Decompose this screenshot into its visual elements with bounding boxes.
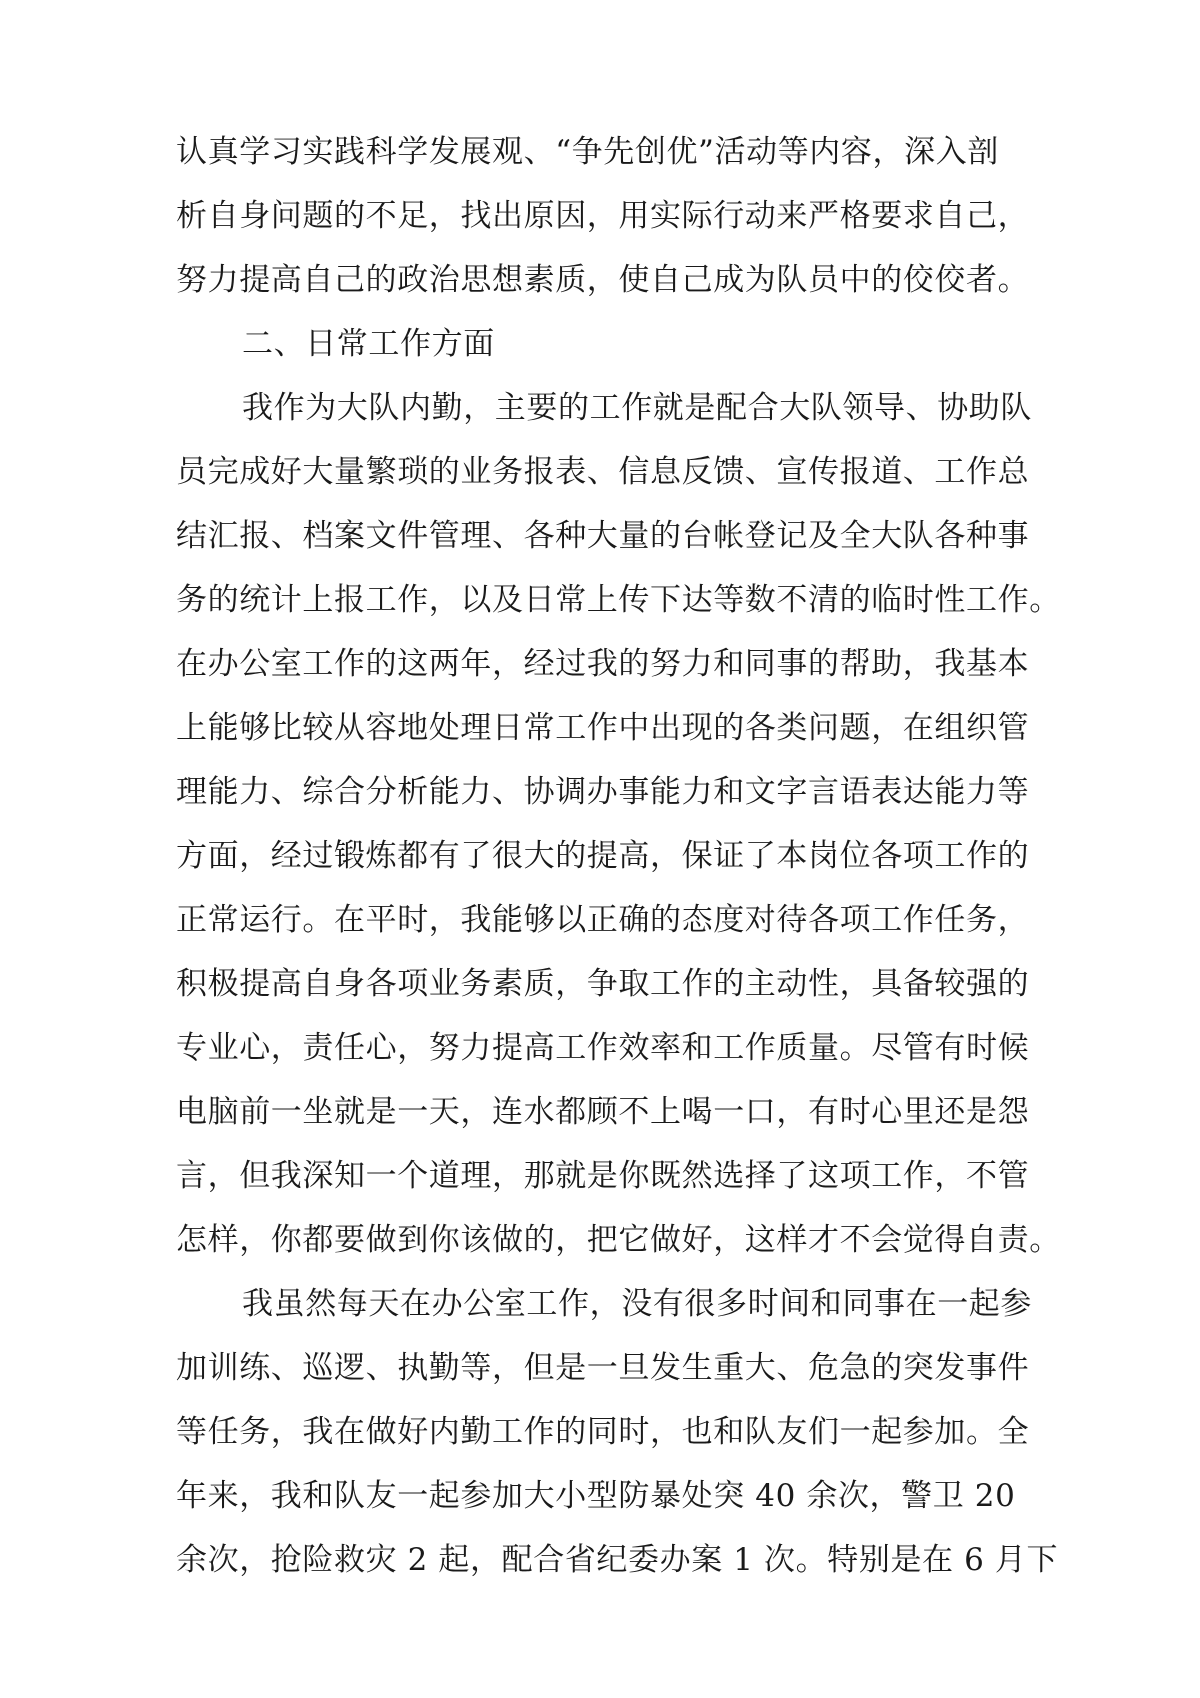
text-line-20: 加训练、巡逻、执勤等，但是一旦发生重大、危急的突发事件 — [176, 1350, 1030, 1386]
text-line-14: 积极提高自身各项业务素质，争取工作的主动性，具备较强的 — [176, 966, 1030, 1002]
text-line-7: 结汇报、档案文件管理、各种大量的台帐登记及全大队各种事 — [176, 518, 1030, 554]
text-line-9: 在办公室工作的这两年，经过我的努力和同事的帮助，我基本 — [176, 646, 1030, 682]
text-line-11: 理能力、综合分析能力、协调办事能力和文字言语表达能力等 — [176, 774, 1030, 810]
text-line-6: 员完成好大量繁琐的业务报表、信息反馈、宣传报道、工作总 — [176, 454, 1030, 490]
text-line-22: 年来，我和队友一起参加大小型防暴处突 40 余次，警卫 20 — [176, 1478, 1016, 1514]
text-line-15: 专业心，责任心，努力提高工作效率和工作质量。尽管有时候 — [176, 1030, 1030, 1066]
text-line-1: 认真学习实践科学发展观、“争先创优”活动等内容，深入剖 — [176, 134, 999, 170]
section-heading: 二、日常工作方面 — [242, 326, 495, 362]
document-body — [176, 120, 1061, 1592]
text-line-5: 我作为大队内勤，主要的工作就是配合大队领导、协助队 — [242, 390, 1032, 426]
text-line-23: 余次，抢险救灾 2 起，配合省纪委办案 1 次。特别是在 6 月下 — [176, 1542, 1059, 1578]
text-line-18: 怎样，你都要做到你该做的，把它做好，这样才不会觉得自责。 — [176, 1222, 1061, 1258]
text-line-10: 上能够比较从容地处理日常工作中出现的各类问题，在组织管 — [176, 710, 1030, 746]
text-line-21: 等任务，我在做好内勤工作的同时，也和队友们一起参加。全 — [176, 1414, 1030, 1450]
text-line-8: 务的统计上报工作，以及日常上传下达等数不清的临时性工作。 — [176, 582, 1061, 618]
text-line-3: 努力提高自己的政治思想素质，使自己成为队员中的佼佼者。 — [176, 262, 1030, 298]
text-line-16: 电脑前一坐就是一天，连水都顾不上喝一口，有时心里还是怨 — [176, 1094, 1030, 1130]
text-line-19: 我虽然每天在办公室工作，没有很多时间和同事在一起参 — [242, 1286, 1032, 1322]
text-line-2: 析自身问题的不足，找出原因，用实际行动来严格要求自己， — [176, 198, 1030, 234]
text-line-13: 正常运行。在平时，我能够以正确的态度对待各项工作任务， — [176, 902, 1030, 938]
text-line-12: 方面，经过锻炼都有了很大的提高，保证了本岗位各项工作的 — [176, 838, 1030, 874]
text-line-17: 言，但我深知一个道理，那就是你既然选择了这项工作，不管 — [176, 1158, 1030, 1194]
